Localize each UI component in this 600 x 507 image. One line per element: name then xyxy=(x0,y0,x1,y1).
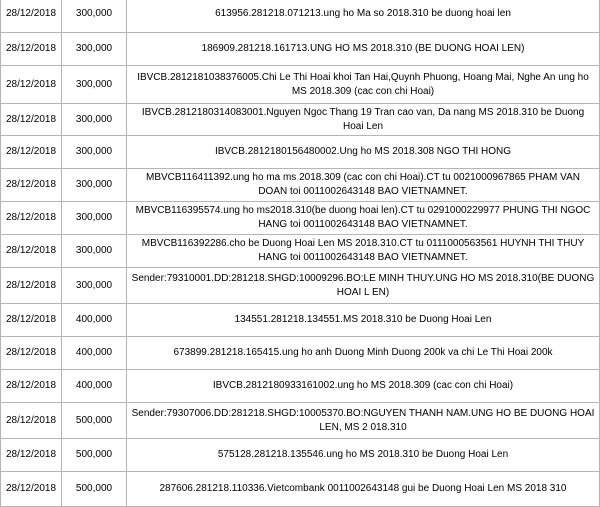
amount-cell: 300,000 xyxy=(62,0,127,33)
date-cell: 28/12/2018 xyxy=(1,235,62,268)
amount-cell: 300,000 xyxy=(62,66,127,104)
description-cell: 575128.281218.135546.ung ho MS 2018.310 be Duong Hoai Len xyxy=(127,439,600,472)
table-row xyxy=(1,439,600,472)
description-cell: IBVCB.2812181038376005.Chi Le Thi Hoai khoi Tan Hai,Quynh Phuong, Hoang Mai, Nghe An ung ho MS 2018.309 (cac con chi Hoai) xyxy=(127,66,600,104)
table-row xyxy=(1,268,600,304)
date-cell: 28/12/2018 xyxy=(1,472,62,507)
date-cell: 28/12/2018 xyxy=(1,0,62,33)
description-cell: IBVCB.2812180933161002.ung ho MS 2018.309 (cac con chi Hoai) xyxy=(127,370,600,403)
description-cell: 287606.281218.110336.Vietcombank 0011002643148 gui be Duong Hoai Len MS 2018 310 xyxy=(127,472,600,507)
table-row xyxy=(1,66,600,104)
amount-cell: 300,000 xyxy=(62,169,127,202)
table-row xyxy=(1,104,600,136)
description-cell: 673899.281218.165415.ung ho anh Duong Minh Duong 200k va chi Le Thi Hoai 200k xyxy=(127,337,600,370)
amount-cell: 500,000 xyxy=(62,403,127,439)
date-cell: 28/12/2018 xyxy=(1,439,62,472)
date-cell: 28/12/2018 xyxy=(1,104,62,136)
amount-cell: 300,000 xyxy=(62,202,127,235)
date-cell: 28/12/2018 xyxy=(1,337,62,370)
amount-cell: 500,000 xyxy=(62,439,127,472)
description-cell: 186909.281218.161713.UNG HO MS 2018.310 (BE DUONG HOAI LEN) xyxy=(127,33,600,66)
table-row xyxy=(1,370,600,403)
date-cell: 28/12/2018 xyxy=(1,304,62,337)
amount-cell: 300,000 xyxy=(62,235,127,268)
amount-cell: 300,000 xyxy=(62,33,127,66)
description-cell: IBVCB.2812180314083001.Nguyen Ngoc Thang 19 Tran cao van, Da nang MS 2018.310 be Duong Hoai Len xyxy=(127,104,600,136)
amount-cell: 300,000 xyxy=(62,136,127,169)
date-cell: 28/12/2018 xyxy=(1,66,62,104)
date-cell: 28/12/2018 xyxy=(1,136,62,169)
date-cell: 28/12/2018 xyxy=(1,169,62,202)
date-cell: 28/12/2018 xyxy=(1,403,62,439)
date-cell: 28/12/2018 xyxy=(1,202,62,235)
table-row xyxy=(1,202,600,235)
date-cell: 28/12/2018 xyxy=(1,268,62,304)
table-row xyxy=(1,33,600,66)
description-cell: MBVCB116411392.ung ho ma ms 2018.309 (cac con chi Hoai).CT tu 0021000967865 PHAM VAN DOAN toi 0011002643148 BAO VIETNAMNET. xyxy=(127,169,600,202)
table-row xyxy=(1,0,600,33)
table-row xyxy=(1,337,600,370)
description-cell: Sender:79307006.DD:281218.SHGD:10005370.BO:NGUYEN THANH NAM.UNG HO BE DUONG HOAI LEN, MS 2 018.310 xyxy=(127,403,600,439)
table-row xyxy=(1,235,600,268)
amount-cell: 300,000 xyxy=(62,268,127,304)
table-body xyxy=(1,0,600,507)
date-cell: 28/12/2018 xyxy=(1,33,62,66)
date-cell: 28/12/2018 xyxy=(1,370,62,403)
table-row xyxy=(1,403,600,439)
table-row xyxy=(1,169,600,202)
amount-cell: 500,000 xyxy=(62,472,127,507)
table-row xyxy=(1,472,600,507)
description-cell: 613956.281218.071213.ung ho Ma so 2018.310 be duong hoai len xyxy=(127,0,600,33)
table-row xyxy=(1,304,600,337)
description-cell: Sender:79310001.DD:281218.SHGD:10009296.BO:LE MINH THUY.UNG HO MS 2018.310(BE DUONG HOAI L EN) xyxy=(127,268,600,304)
description-cell: MBVCB116395574.ung ho ms2018.310(be duong hoai len).CT tu 0291000229977 PHUNG THI NGOC HANG toi 0011002643148 BAO VIETNAMNET. xyxy=(127,202,600,235)
table-row xyxy=(1,136,600,169)
amount-cell: 400,000 xyxy=(62,337,127,370)
amount-cell: 400,000 xyxy=(62,304,127,337)
description-cell: IBVCB.2812180156480002.Ung ho MS 2018.308 NGO THI HONG xyxy=(127,136,600,169)
amount-cell: 400,000 xyxy=(62,370,127,403)
description-cell: 134551.281218.134551.MS 2018.310 be Duong Hoai Len xyxy=(127,304,600,337)
amount-cell: 300,000 xyxy=(62,104,127,136)
description-cell: MBVCB116392286.cho be Duong Hoai Len MS 2018.310.CT tu 0111000563561 HUYNH THI THUY HANG toi 0011002643148 BAO VIETNAMNET. xyxy=(127,235,600,268)
